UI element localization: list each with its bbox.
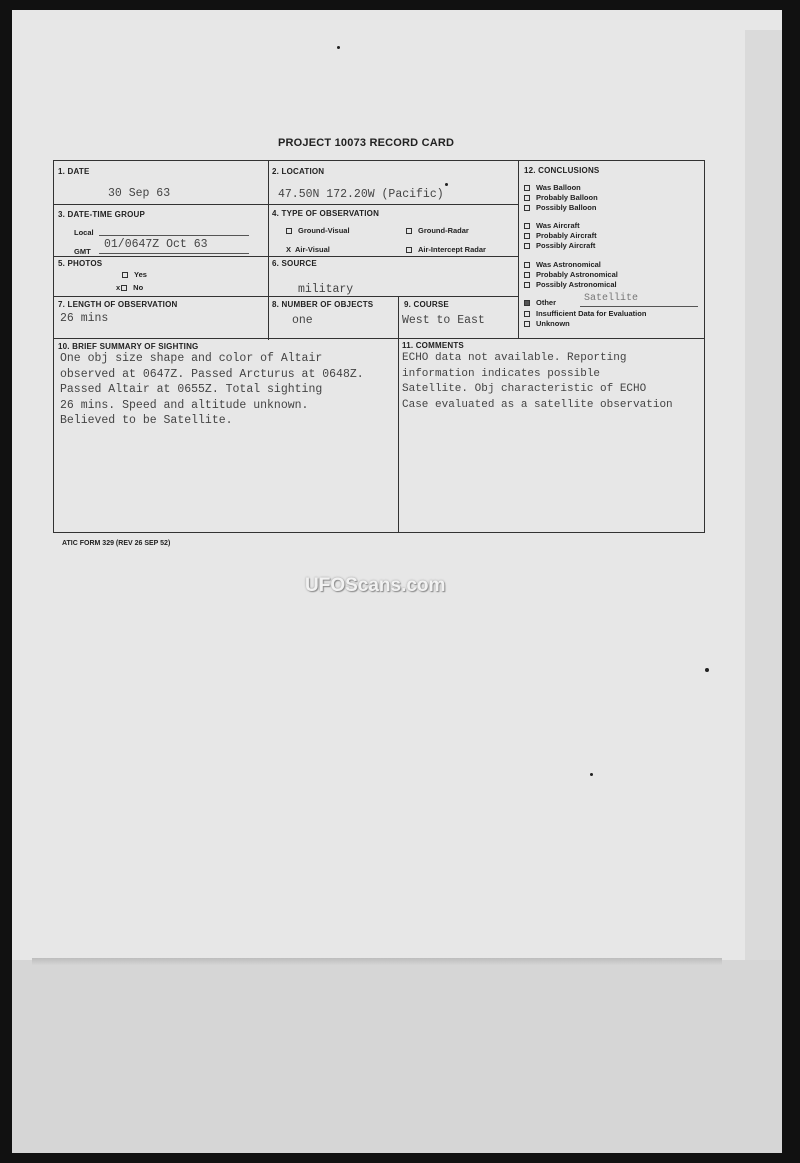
checkbox <box>524 243 530 249</box>
checkbox <box>524 282 530 288</box>
speck <box>590 773 593 776</box>
number-value: one <box>292 314 313 327</box>
checkbox <box>286 228 292 234</box>
checkbox <box>524 321 530 327</box>
divider <box>268 161 269 340</box>
card-title: PROJECT 10073 RECORD CARD <box>278 137 455 149</box>
paper-fold <box>32 958 722 966</box>
checkbox <box>524 262 530 268</box>
summary-line: 26 mins. Speed and altitude unknown. <box>60 398 309 412</box>
divider <box>54 204 518 205</box>
location-label: 2. LOCATION <box>272 167 325 176</box>
form-number: ATIC FORM 329 (REV 26 SEP 52) <box>62 540 171 547</box>
length-value: 26 mins <box>60 312 109 325</box>
checkbox <box>406 247 412 253</box>
paper-lower-sheet <box>12 960 782 1153</box>
air-visual-mark: X <box>286 245 292 254</box>
photos-label: 5. PHOTOS <box>58 259 103 268</box>
summary-line: One obj size shape and color of Altair <box>60 352 323 365</box>
divider <box>54 338 704 339</box>
checkbox <box>122 272 128 278</box>
photos-yes-option: Yes <box>122 270 147 279</box>
conclusion-item: Was Balloon <box>524 183 581 192</box>
ground-visual-option: Ground-Visual <box>286 226 350 235</box>
comments-line: information indicates possible <box>402 367 601 380</box>
conclusion-item: Possibly Aircraft <box>524 241 595 250</box>
source-value: military <box>298 283 354 296</box>
checkbox <box>524 195 530 201</box>
summary-label: 10. BRIEF SUMMARY OF SIGHTING <box>58 342 199 351</box>
record-card <box>53 160 705 533</box>
summary-line: Passed Altair at 0655Z. Total sighting <box>60 383 323 396</box>
photos-no-option: x No <box>116 283 144 292</box>
summary-text <box>60 351 364 429</box>
comments-label: 11. COMMENTS <box>402 341 464 350</box>
checkbox <box>524 185 530 191</box>
checkbox <box>524 272 530 278</box>
divider <box>54 256 518 257</box>
divider <box>54 296 518 297</box>
conclusion-item: Probably Balloon <box>524 193 598 202</box>
conclusion-item: Possibly Balloon <box>524 203 596 212</box>
conclusion-item: Probably Aircraft <box>524 231 597 240</box>
conclusion-item: Was Astronomical <box>524 260 601 269</box>
gmt-value: 01/0647Z Oct 63 <box>104 238 208 251</box>
gmt-underline <box>99 253 249 254</box>
conclusion-item: Was Aircraft <box>524 221 580 230</box>
conclusion-item: Possibly Astronomical <box>524 280 617 289</box>
summary-line: observed at 0647Z. Passed Arcturus at 0648Z. <box>60 367 364 381</box>
conclusion-other-value: Satellite <box>584 293 639 304</box>
checkbox-checked <box>524 300 530 306</box>
dtg-label: 3. DATE-TIME GROUP <box>58 210 146 219</box>
conclusion-other: Other <box>524 298 556 307</box>
checkbox <box>524 311 530 317</box>
course-label: 9. COURSE <box>404 300 449 309</box>
summary-line: Believed to be Satellite. <box>60 414 233 427</box>
date-label: 1. DATE <box>58 167 90 176</box>
speck <box>705 668 709 672</box>
obs-type-label: 4. TYPE OF OBSERVATION <box>272 209 380 218</box>
checkbox <box>524 223 530 229</box>
watermark: UFOScans.com <box>305 575 446 596</box>
air-visual-option: X Air-Visual <box>286 245 330 254</box>
checkbox <box>406 228 412 234</box>
checkbox <box>121 285 127 291</box>
length-label: 7. LENGTH OF OBSERVATION <box>58 300 178 309</box>
local-label: Local <box>74 228 94 237</box>
comments-text <box>402 351 673 413</box>
other-underline <box>580 306 698 307</box>
ground-radar-option: Ground-Radar <box>406 226 469 235</box>
location-value: 47.50N 172.20W (Pacific) <box>278 188 444 201</box>
course-value: West to East <box>402 314 485 327</box>
speck <box>337 46 340 49</box>
checkbox <box>524 205 530 211</box>
local-underline <box>99 235 249 236</box>
number-label: 8. NUMBER OF OBJECTS <box>272 300 374 309</box>
source-label: 6. SOURCE <box>272 259 317 268</box>
conclusions-label: 12. CONCLUSIONS <box>524 166 600 175</box>
date-value: 30 Sep 63 <box>108 187 171 200</box>
divider <box>518 161 519 338</box>
conclusion-unknown: Unknown <box>524 319 570 328</box>
air-intercept-option: Air-Intercept Radar <box>406 245 486 254</box>
conclusion-insufficient: Insufficient Data for Evaluation <box>524 309 646 318</box>
divider <box>398 296 399 532</box>
comments-line: ECHO data not available. Reporting <box>402 352 627 364</box>
gmt-label: GMT <box>74 247 91 256</box>
checkbox <box>524 233 530 239</box>
paper-edge-shadow <box>745 30 782 960</box>
comments-line: Satellite. Obj characteristic of ECHO <box>402 383 647 395</box>
conclusion-item: Probably Astronomical <box>524 270 618 279</box>
comments-line: Case evaluated as a satellite observation <box>402 398 673 411</box>
